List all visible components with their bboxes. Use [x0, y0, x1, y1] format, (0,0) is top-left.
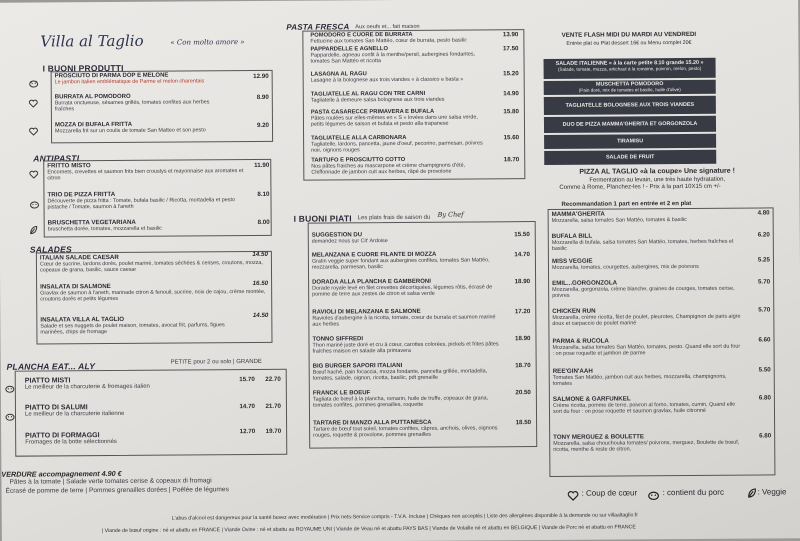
legend-veggie: : Veggie [757, 487, 787, 497]
plancha-sizes: PETITE pour 2 ou solo | GRANDE [170, 358, 262, 366]
menu-item [552, 209, 770, 233]
item-desc: Mozzarella, salsa tomates San Mattéo, tomates, pesto. Quand elle sort du four : on pose roquette et jambon de parme [552, 343, 741, 358]
item-price: 18.70 [515, 362, 531, 370]
item-price: 5.25 [757, 256, 770, 264]
menu-item [25, 403, 283, 418]
item-price: 17.20 [514, 308, 531, 316]
item-price: 14.70 [514, 251, 530, 259]
item-price: 11.90 [254, 161, 270, 170]
vente-flash-title: VENTE FLASH MIDI DU MARDI AU VENDREDI [561, 30, 697, 39]
item-desc: Burrata onctueuse, sésames grillés, tomates confites aux herbes fraîches [54, 99, 210, 113]
menu-item [311, 90, 519, 109]
item-price: 16.50 [252, 279, 269, 288]
footer-line-1: L'abus d'alcool est dangereux pour la santé buvez avec modération | Prix nets-Service compris - T.V.A. Incluse | Chèques non acceptés | Liste des allergènes disponible à la demande ou sur villaaltaglio.fr [171, 512, 638, 522]
item-desc: Tagliatelle, lardons, pancetta, jaune d'oeuf, pecorino, parmesan, poivres noir, oignons rouges [311, 140, 483, 154]
menu-item [552, 306, 770, 338]
menu-item [311, 156, 519, 177]
section-title-antipasti: ANTIPASTI [33, 153, 80, 164]
item-desc: Tagliatelle à demeure salsa bolognese aux trois viandes [310, 96, 445, 104]
menu-item [310, 45, 518, 71]
item-name: PIATTO DI FORMAGGI [25, 432, 100, 440]
menu-item [313, 389, 531, 421]
vente-flash-row-3: TAGLIATELLE BOLOGNESE AUX TROIS VIANDES [544, 96, 716, 115]
vente-flash-row-1 [544, 58, 716, 79]
menu-item [553, 432, 771, 464]
item-name: PIATTO DI SALUMI [24, 404, 88, 412]
item-desc: Ravioles d'aubergine à la ricotta, tomate, coeur de burrata et saumon mariné aux herbes [312, 314, 496, 328]
menu-item [312, 308, 530, 337]
heart-icon [29, 95, 38, 113]
item-name: TAGLIATELLE ALLA CARBONARA [311, 134, 407, 142]
item-price-large: 21.70 [265, 402, 281, 410]
legend-porc: : contient du porc [662, 487, 724, 498]
heart-icon [29, 166, 38, 184]
item-name: INSALATA DI SALMONE [40, 283, 111, 291]
item-price-small: 15.70 [239, 376, 255, 384]
item-price-small: 14.70 [239, 403, 255, 411]
item-desc: Découverte de pizza fritta : Tomate, bufala basilic / Ricotta, mortadella et pesto pistache / Tomate, saumon à l'aneth [47, 197, 235, 211]
pig-icon [648, 487, 660, 505]
item-price: 13.90 [502, 31, 519, 39]
section-title-plancha: PLANCHA EAT... ALY [6, 361, 96, 372]
item-price: 15.50 [514, 231, 530, 239]
row-desc: (Pain doré, mix de tomates et basilic, huile d'olive) [578, 87, 681, 93]
item-price: 15.80 [503, 108, 519, 116]
menu-item [48, 218, 270, 233]
vente-flash-subtitle: Entrée plat ou Plat dessert 16€ ou Menu complet 20€ [566, 39, 692, 47]
item-name: BUFALA BILL [551, 232, 593, 240]
item-desc: bruschetta dorée, tomates, mozzarella et basilic [47, 225, 162, 233]
menu-item [55, 121, 269, 135]
menu-item [40, 311, 269, 336]
menu-item [552, 336, 770, 368]
item-name: SUGGESTION DU [311, 232, 363, 239]
item-desc: Mozzarella, salsa chouchouka tomates/ poivrons, merguez, Boulette de bœuf, ricotta, menthe & reste de citron, [553, 439, 740, 454]
item-desc: Tartare de bœuf tout soleil, tomates confites, câpres, anchois, olives, oignons rouges, roquette & provolone, pommes grenailles [313, 425, 498, 439]
item-desc: Mozzarella, tomates, courgettes, aubergines, mix de poivrons [551, 263, 699, 271]
item-desc: Le meilleur de la charcuterie italienne [24, 410, 125, 418]
item-desc: Mozzarella, gorgonzola, crème blanche, graines de courges, tomates cerise, poivres [552, 285, 735, 300]
menu-item [552, 231, 770, 258]
menu-item [55, 93, 269, 113]
item-price: 17.50 [502, 45, 519, 53]
item-name: MELANZANA E CUORE FILANTE DI MOZZA [311, 251, 437, 259]
item-desc: Gratin veggie super fondant aux aubergines confites, tomates San Mattéo, mozzarella, parmesan, basilic [311, 257, 490, 271]
item-name: CHICKEN RUN [552, 307, 596, 315]
item-price-large: 22.70 [265, 375, 281, 383]
pig-icon [29, 75, 39, 93]
item-price: 18.90 [514, 278, 531, 286]
item-name: EMIL...GORGONZOLA [552, 279, 618, 287]
item-price: 12.90 [253, 72, 269, 81]
item-name: FRANCK LE BOEUF [312, 390, 371, 397]
item-desc: Le jambon italien emblématique de Parme et melon charentais [54, 78, 205, 86]
row-label: SALADE ITALIENNE « à la carte petite 8.10 grande 15.20 » [555, 59, 704, 67]
item-desc: Salade et ses nuggets de poulet maison, tomates, avocat frit, parfums, figues marinées, chips de fromage [40, 322, 225, 336]
leaf-icon [30, 222, 38, 240]
item-desc: Mozzarella, crème ricotta, filet de poulet, pleurotes, Champignon de paris aigre doux et carpaccio de poulet mariné [552, 313, 741, 328]
legend-coup: : Coup de cœur [581, 488, 638, 498]
item-desc: Tomates San Mattéo, jambon cuit aux herbes, mozzarella, champignons, tomates [552, 373, 727, 388]
item-name: PAPPARDELLE E AGNELLO [310, 46, 388, 53]
item-price-large: 19.70 [265, 427, 282, 435]
menu-item [311, 134, 519, 157]
item-name: MOZZA DI BUFALA FRITTA [54, 121, 133, 129]
item-name: DORADA ALLA PLANCHA E GAMBERONI [312, 278, 431, 286]
menu-item [311, 108, 519, 135]
verdure-title: VERDURE accompagnement 4.90 € [1, 468, 122, 479]
menu-item [47, 161, 269, 182]
item-price: 4.80 [757, 209, 770, 217]
item-price: 6.20 [757, 231, 770, 239]
item-price: 8.90 [256, 93, 269, 101]
pizza-list [552, 209, 772, 464]
item-price: 18.90 [514, 335, 531, 343]
item-name: SALMONE & GARFUNKEL [552, 395, 631, 403]
item-price: 6.80 [759, 432, 772, 440]
vente-flash-row-6: SALADE DE FRUIT [544, 150, 716, 165]
vente-flash-row-5: TIRAMISU [544, 134, 716, 149]
item-name: REE'GIN'AAH [552, 367, 593, 375]
item-desc: Pappardelle, agneau confit à la menthe/persil, aubergines fondantes, tomates San Mattéo et ricotta [310, 51, 476, 65]
menu-item [25, 427, 283, 446]
item-name: TRIO DE PIZZA FRITTA [47, 190, 116, 199]
item-name: BIG BURGER SAPORI ITALIANI [312, 362, 403, 370]
item-name: BURRATA AL POMODORO [54, 93, 131, 101]
item-desc: Cœur de sucrine, lardons dorés, poulet mariné, tomates séchées & cerises, croutons, mozza, copeaux de grana, basilic, sauce caesar [39, 259, 263, 274]
menu-item [40, 279, 269, 303]
item-desc: demandez nous sur Cit' Ardoise [311, 238, 388, 245]
item-desc: Nos pâtes fraiches au mascarpone et crème champignons d'été, Chiffonnade de jambon cuit aux herbes, râpé de provolone [311, 162, 466, 176]
item-name: TAGLIATELLE AL RAGU CON TRE CARNI [310, 90, 426, 98]
item-price: 8.00 [257, 218, 270, 226]
item-desc: Tagliata de bœuf à la plancha, romarin, huile de truffe, copeaux de grana, tomates confites, pommes grenailles, roquette [312, 395, 489, 409]
item-desc: Fromages de la botte sélectionnés [25, 438, 117, 446]
pizza-recommendation: Recommandation 1 part en entrée et 2 en plat [561, 200, 692, 208]
verdure-line-2: Écrasé de pomme de terre | Pommes grenailles dorées | Poêlée de légumes [5, 486, 229, 495]
item-price: 6.80 [758, 394, 771, 402]
verdure-line-1: Pâtes à la tomate | Salade verte tomates cerise & copeaux di fromagi [9, 477, 212, 486]
footer-line-2: | Viande de bœuf origine : né et abattu en FRANCE | Viande Ovine : né et abattu au ROYAUME UNI | Viande de Veau né et abattu PAYS BAS | Viande de Volaille né et abattu en BELGIQUE | Viande de Porc né et abattu en FRANCE [101, 524, 636, 535]
pasta-subtitle: Aux oeufs et... fait maison [355, 23, 420, 31]
item-name: PROSCIUTO DI PARMA DOP E MELONE [54, 72, 169, 80]
item-desc: Thon mariné juste doré et cru à cœur, carottes colorées, pickels et frites pâtes fraîches maison en salade alla primavera [312, 341, 499, 355]
heart-icon [568, 488, 579, 506]
menu-item [312, 231, 530, 253]
item-price: 20.50 [515, 389, 531, 397]
menu-item [313, 419, 531, 453]
item-desc: Mozzarella frit sur un coulis de tomate San Matteo et son pesto [54, 127, 206, 135]
item-name: ITALIAN SALADE CAESAR [39, 253, 119, 262]
item-desc: Crème ricotta, pomme de terre, poivron al forno, tomates, cumin, Quand elle sort du four : on pose roquette et saumon gravlax, huile citronné [552, 401, 736, 416]
item-name: RAVIOLI DI MELANZANA E SALMONE [312, 308, 421, 316]
section-title-piatti: I BUONI PIATI [293, 213, 352, 224]
heart-icon [29, 123, 38, 141]
item-desc: Encornets, crevettes et saumon frits bien croustys et mayonnaise aux aromates et citron [47, 168, 244, 182]
item-price: 18.70 [503, 156, 520, 164]
item-price: 18.50 [515, 419, 532, 427]
item-name: POMODORO E CUORE DE BURRATA [310, 31, 413, 39]
menu-item [39, 250, 268, 274]
item-name: INSALATA VILLA AL TAGLIO [40, 315, 125, 324]
restaurant-logo: Villa al Taglio [40, 31, 144, 51]
item-price: 14.50 [252, 311, 269, 320]
row-label: MUSCHETTA POMODORO [595, 81, 664, 88]
item-price: 5.70 [758, 306, 771, 314]
item-desc: Mozzarella, salsa tomates San Mattéo, tomates & basilic [551, 216, 687, 224]
item-price: 14.90 [503, 90, 519, 98]
menu-item [312, 278, 530, 310]
vente-flash-row-2 [544, 80, 716, 95]
chef-signature: By Chef [437, 210, 464, 219]
item-name: MAMMA'GHERITA [551, 210, 605, 218]
piatti-subtitle: Les plats frais de saison du [357, 214, 431, 222]
item-price: 5.70 [758, 278, 771, 286]
item-name: PIATTO MISTI [24, 377, 71, 385]
item-name: TARTUFO E PROSCIUTTO COTTO [311, 156, 406, 164]
item-name: PARMA & RUCOLA [552, 337, 609, 345]
menu-item [553, 394, 771, 434]
item-price: 15.20 [503, 70, 519, 78]
pig-icon [5, 380, 15, 398]
menu-item [55, 72, 269, 86]
item-desc: Fettucine aux tomates San Mattéo, cœur de burrata, pesto basilic [310, 37, 467, 45]
item-desc: Pâtes roulées sur elles-mêmes en « S » lovées dans une salsa verde, petits légumes de saison et bufala et pesto alla trapanese [310, 114, 478, 128]
menu-item [312, 251, 530, 280]
item-name: TARTARE DI MANZO ALLA PUTTANESCA [313, 419, 432, 427]
item-price: 6.60 [758, 336, 771, 344]
menu-item [552, 278, 770, 308]
item-desc: Le meilleur de la charcuterie & fromages italien [24, 383, 150, 391]
item-name: TONNO SIFFREDI [312, 336, 364, 343]
item-name: LASAGNA AL RAGU [310, 71, 367, 78]
item-name: FRITTO MISTO [47, 162, 91, 170]
menu-item [47, 190, 269, 211]
tagline: « Con molto amore » [170, 38, 245, 47]
item-name: BRUSCHETTA VEGETARIANA [47, 218, 136, 227]
pig-icon [29, 196, 39, 214]
item-desc: Bœuf haché, pain focaccia, mozza fondante, pancetta grillée, mortadella, tomates, salade, oignon, ricotta, basilic, pdt grenaille [312, 368, 488, 382]
item-price: 5.50 [758, 366, 771, 374]
row-desc: (Salade, tomate, mozza, artichaut à la romaine, poivron, melon, pesto) [557, 65, 702, 72]
item-name: TONY MERGUEZ & BOULETTE [553, 433, 645, 441]
pizza-coupe-line-1: Fermentation au levain, une très haute hydratation, [589, 176, 726, 184]
menu-item [310, 31, 518, 46]
piatti-list [312, 231, 532, 453]
item-price: 14.50 [252, 250, 268, 259]
pizza-coupe-line-2: Comme à Rome, Planchez-les ! - Prix à la part 10X15 cm +/- [559, 183, 721, 191]
item-price: 9.20 [256, 121, 270, 129]
menu-item [313, 362, 531, 391]
item-name: MISS VEGGIE [551, 257, 593, 265]
pasta-list [310, 31, 519, 177]
section-title-buoni-produtti: I BUONI PRODUTTI [42, 62, 124, 74]
item-price-small: 12.70 [239, 428, 256, 436]
section-title-pasta: PASTA FRESCA [286, 22, 350, 32]
menu-item [552, 256, 770, 280]
item-price: 15.60 [503, 134, 520, 142]
pizza-coupe-title: PIZZA AL TAGLIO «à la coupe» Une signature ! [579, 167, 735, 176]
menu-item [312, 335, 530, 364]
pig-icon [5, 408, 15, 426]
leaf-icon [748, 486, 757, 504]
item-desc: Gravlax de saumon à l'aneth, marinade citron & fenouil, sucrine, noix de cajou, crème montée, croutons dorés et petits légumes [40, 288, 266, 303]
item-name: PASTA CASARECCE PRIMAVERA E BUFALA [310, 108, 435, 116]
item-desc: Lasagne à la bolognese aux trois viandes « à classico e basta » [310, 76, 464, 84]
item-price: 8.10 [257, 190, 270, 198]
vente-flash-row-4: DUO DE PIZZA MAMMA'GHERITA ET GORGONZOLA [544, 116, 716, 133]
section-title-salades: SALADES [29, 244, 72, 255]
menu-item [553, 366, 771, 396]
item-desc: Mozzarella di bufala, salsa tomates San Mattéo, tomates, herbes fraîches et basilic [551, 238, 734, 253]
menu-item [311, 70, 519, 91]
item-desc: Dorade royale levé en filet crevettes décortiquées, légumes rôtis, écrasé de pomme de terre aux zestes de citron et salsa verde [312, 284, 493, 298]
menu-item [25, 376, 283, 391]
